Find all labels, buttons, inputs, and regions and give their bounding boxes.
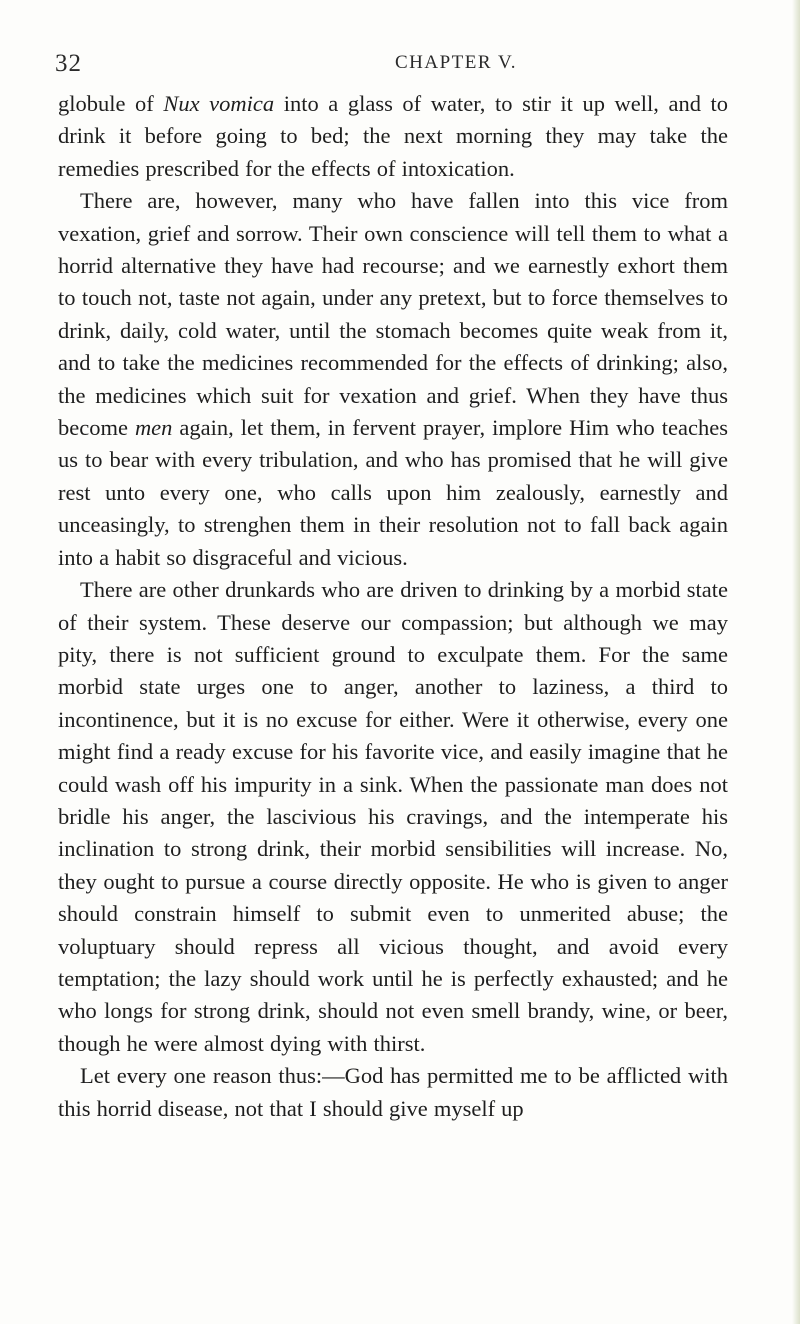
paragraph-1-rest: into a glass of water, to stir it up well, and to drink it before going to bed; the next morning they may take the remedies prescribed for the effects of intoxication.: [58, 91, 729, 181]
page-header: [55, 50, 735, 80]
paragraph-2-italic: men: [134, 415, 173, 441]
paragraph-3: There are other drunkards who are driven to drinking by a morbid state of their system. These deserve our compassion; but although we may pity, there is not sufficient ground to exculpate them. For the same morbid state urges one to anger, another to laziness, a third to incontinence, but it is no excuse for either. Were it otherwise, every one might find a ready excuse for his favorite vice, and easily imagine that he could wash off his impurity in a sink. When the passionate man does not bridle his anger, the lascivious his cravings, and the intemperate his inclination to strong drink, their morbid sensibilities will increase. No, they ought to pursue a course directly opposite. He who is given to anger should constrain himself to submit even to unmerited abuse; the voluptuary should repress all vicious thought, and avoid every temptation; the lazy should work until he is perfectly exhausted; and he who longs for strong drink, should not even smell brandy, wine, or beer, though he were almost dying with thirst.: [58, 577, 728, 1056]
paragraph-2-before: There are, however, many who have fallen into this vice from vexation, grief and sorrow. Their own conscience will tell them to what a horrid alternative they have had recourse; and we earnestly exhort them to touch not, taste not again, under any pretext, but to force themselves to drink, daily, cold water, until the stomach becomes quite weak from it, and to take the medicines recommended for the effects of drinking; also, the medicines which suit for vexation and grief. When they have thus become: [58, 188, 728, 441]
running-head: CHAPTER V.: [395, 52, 517, 73]
paragraph-1: [58, 88, 728, 185]
paragraph-1-lead: globule of: [58, 91, 164, 116]
paragraph-1-italic: Nux vomica: [163, 91, 275, 116]
page-number: 32: [55, 50, 82, 77]
paragraph-4: Let every one reason thus:—God has permitted me to be afflicted with this horrid disease, not that I should give myself up: [58, 1063, 728, 1121]
paragraph-2: [58, 185, 728, 574]
body-text: [58, 88, 728, 1125]
page-edge-shadow: [792, 0, 800, 1324]
paragraph-2-after: again, let them, in fervent prayer, implore Him who teaches us to bear with every tribulation, and who has promised that he will give rest unto every one, who calls upon him zealously, earnestly and unceasingly, to strenghen them in their resolution not to fall back again into a habit so disgraceful and vicious.: [58, 415, 728, 570]
